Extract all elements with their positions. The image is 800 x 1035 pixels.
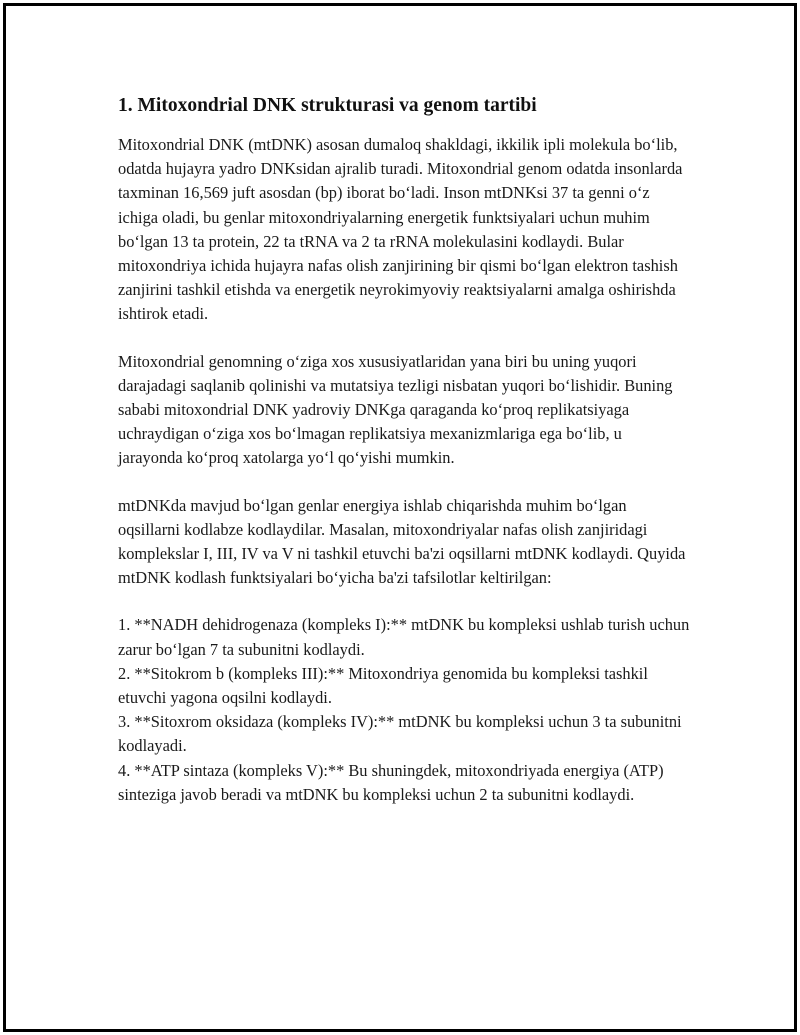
list-item-complex-3: 2. **Sitokrom b (kompleks III):** Mitoxondriya genomida bu kompleksi tashkil etuvchi yagona oqsilni kodlaydi. — [118, 663, 648, 708]
section-heading: 1. Mitoxondrial DNK strukturasi va genom tartibi — [118, 95, 537, 116]
complex-list — [118, 613, 690, 807]
list-item-complex-5: 4. **ATP sintaza (kompleks V):** Bu shuningdek, mitoxondriyada energiya (ATP) sinteziga javob beradi va mtDNK bu kompleksi uchun 2 ta subunitni kodlaydi. — [118, 760, 664, 804]
list-item-complex-1: 1. **NADH dehidrogenaza (kompleks I):** mtDNK bu kompleksi ushlab turish uchun zarur bo‘lgan 7 ta subunitni kodlaydi. — [118, 615, 690, 659]
document-content — [118, 92, 690, 807]
paragraph-mtdna-structure: Mitoxondrial DNK (mtDNK) asosan dumaloq shakldagi, ikkilik ipli molekula bo‘lib, odatda hujayra yadro DNKsidan ajralib turadi. Mitoxondrial genom odatda insonlarda taxminan 16,569 juft asosdan (bp) iborat bo‘ladi. Inson mtDNKsi 37 ta genni o‘z ichiga oladi, bu genlar mitoxondriyalarning energetik funktsiyalari uchun muhim bo‘lgan 13 ta protein, 22 ta tRNA va 2 ta rRNA molekulasini kodlaydi. Bular mitoxondriya ichida hujayra nafas olish zanjirining bir qismi bo‘lgan elektron tashish zanjirini tashkil etishda va energetik neyrokimyoviy reaktsiyalarni amalga oshirishda ishtirok etadi. — [118, 135, 683, 324]
list-item-complex-4: 3. **Sitoxrom oksidaza (kompleks IV):** mtDNK bu kompleksi uchun 3 ta subunitni kodlayadi. — [118, 712, 682, 756]
paragraph-coded-proteins: mtDNKda mavjud bo‘lgan genlar energiya ishlab chiqarishda muhim bo‘lgan oqsillarni kodlabze kodlaydilar. Masalan, mitoxondriyalar nafas olish zanjiridagi komplekslar I, III, IV va V ni tashkil etuvchi ba'zi oqsillarni mtDNK kodlaydi. Quyida mtDNK kodlash funktsiyalari bo‘yicha ba'zi tafsilotlar keltirilgan: — [118, 495, 686, 588]
paragraph-mutation-rate: Mitoxondrial genomning o‘ziga xos xususiyatlaridan yana biri bu uning yuqori darajadagi saqlanib qolinishi va mutatsiya tezligi nisbatan yuqori bo‘lishidir. Buning sababi mitoxondrial DNK yadroviy DNKga qaraganda ko‘proq replikatsiyaga uchraydigan o‘ziga xos bo‘lmagan replikatsiya mexanizmlariga ega bo‘lib, u jarayonda ko‘proq xatolarga yo‘l qo‘yishi mumkin. — [118, 351, 673, 468]
